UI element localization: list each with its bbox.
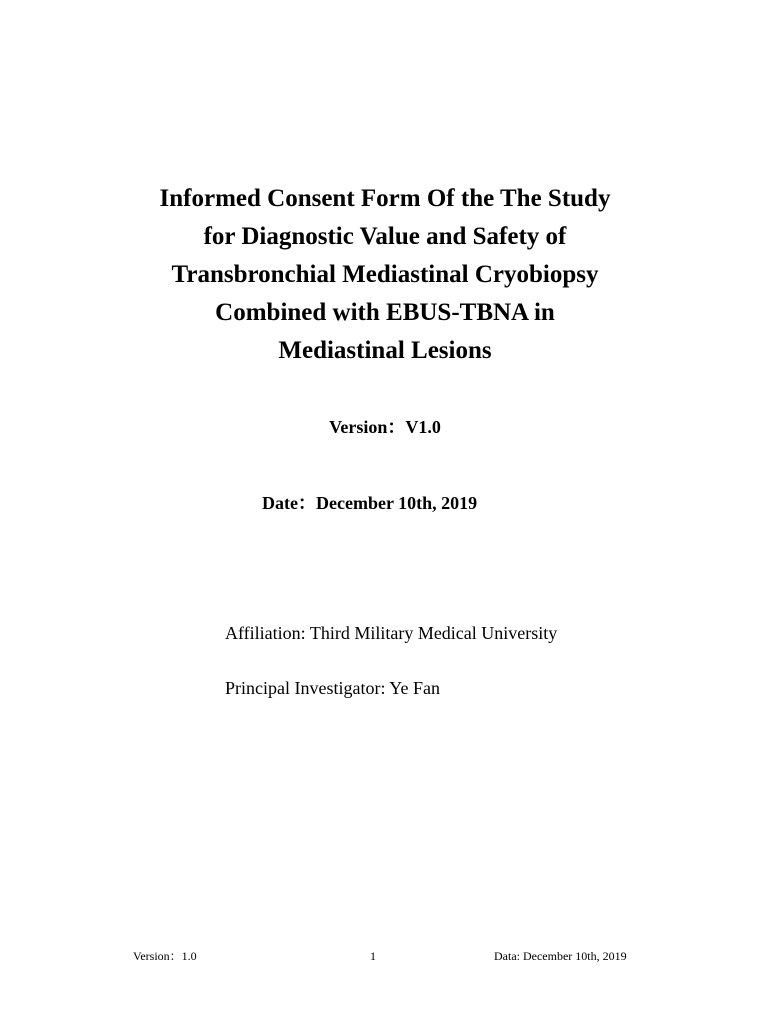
title-line-2: for Diagnostic Value and Safety of: [203, 223, 567, 250]
footer-page-number: 1: [370, 949, 376, 963]
footer-version: Version：1.0: [133, 949, 197, 963]
title-line-1: Informed Consent Form Of the The Study: [159, 185, 611, 212]
title-line-4: Combined with EBUS-TBNA in: [215, 299, 555, 326]
date-label: Date：December 10th, 2019: [262, 493, 478, 513]
footer-date: Data: December 10th, 2019: [494, 949, 627, 963]
principal-investigator-text: Principal Investigator: Ye Fan: [225, 678, 440, 698]
document-title: [0, 180, 770, 370]
title-line-5: Mediastinal Lesions: [278, 337, 492, 364]
title-line-3: Transbronchial Mediastinal Cryobiopsy: [171, 261, 599, 288]
version-label: Version：V1.0: [329, 417, 441, 437]
affiliation-text: Affiliation: Third Military Medical University: [225, 623, 558, 643]
